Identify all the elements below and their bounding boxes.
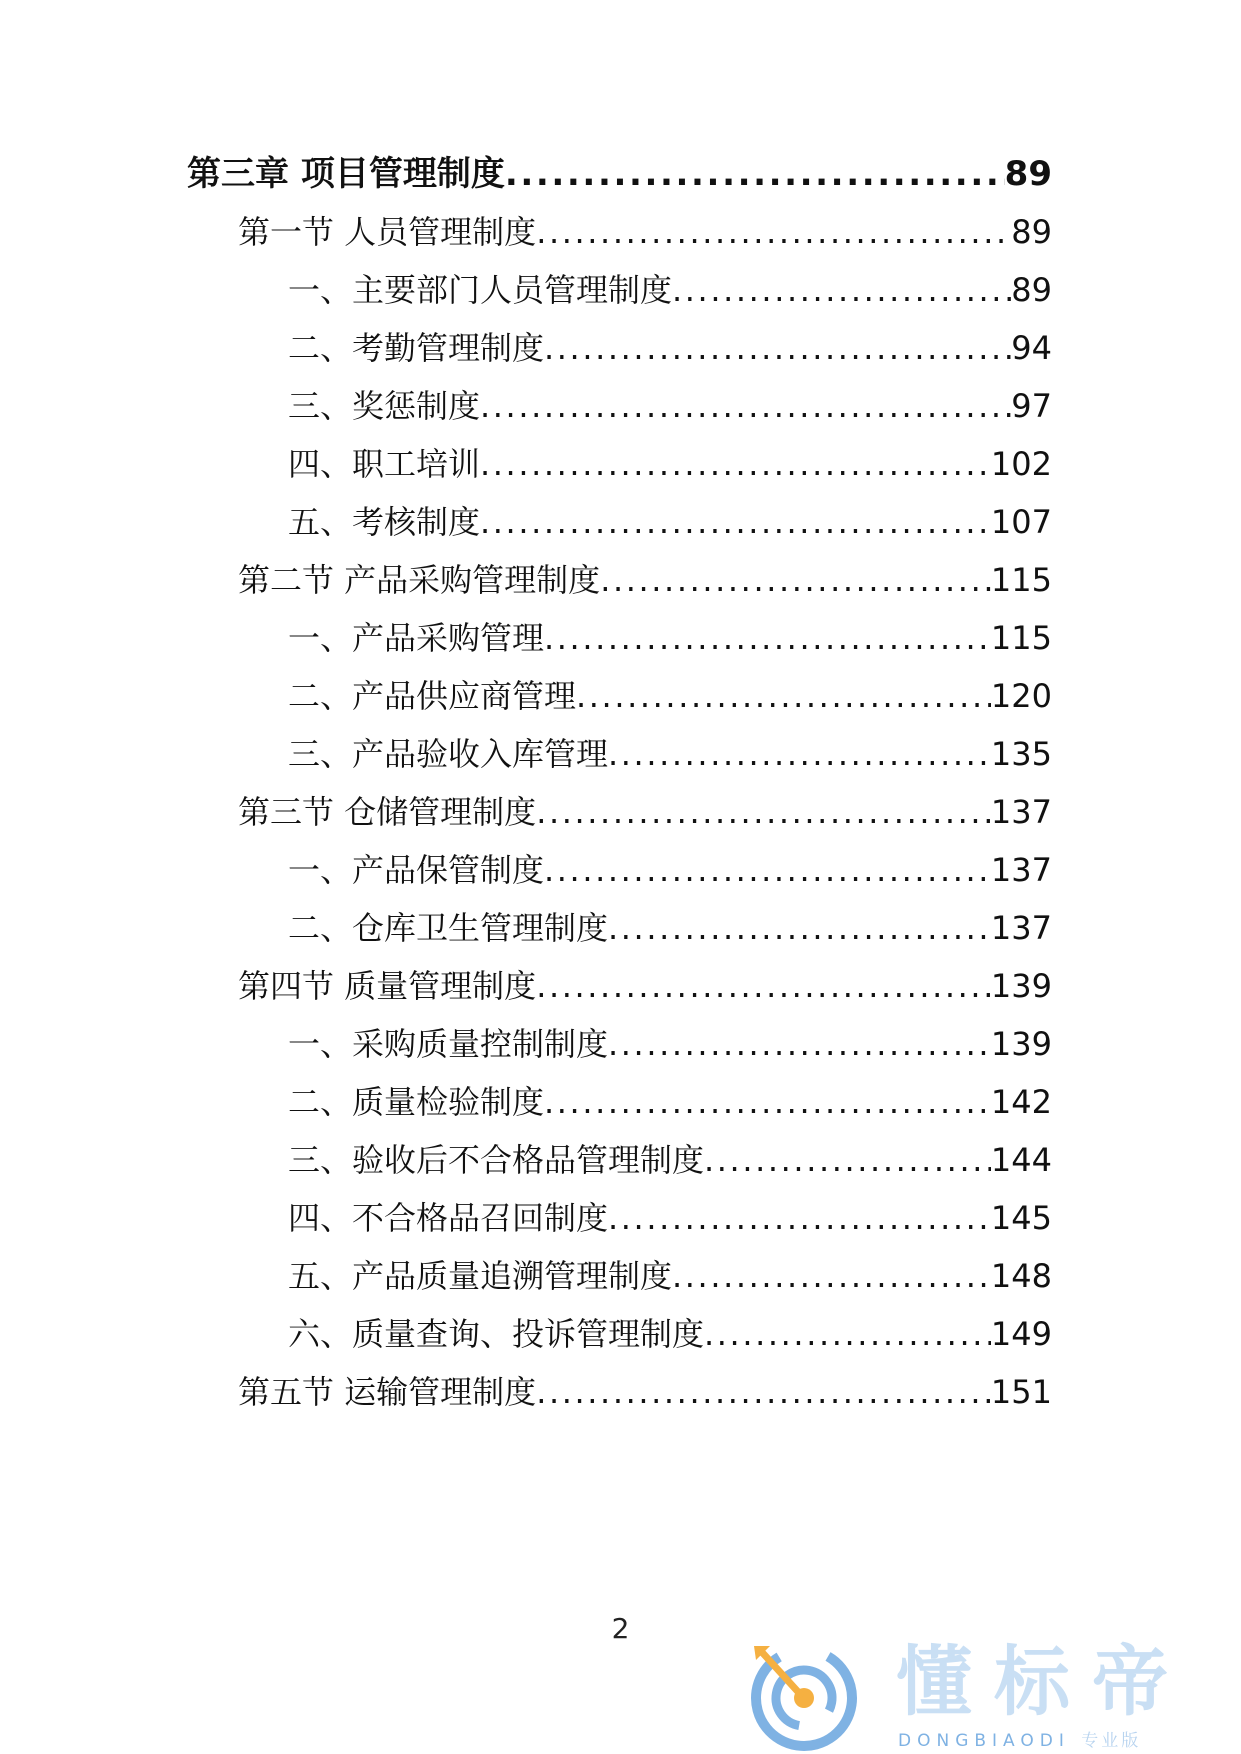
target-arrow-icon (746, 1640, 858, 1752)
toc-entry-title: 三、产品验收入库管理 (288, 735, 609, 773)
toc-entry-page: 115 (990, 561, 1052, 599)
toc-entry-title: 三、验收后不合格品管理制度 (288, 1141, 705, 1179)
toc-entry-page: 89 (1004, 154, 1052, 194)
watermark-pinyin (898, 1726, 1141, 1751)
toc-entry-subsection[interactable] (288, 434, 1052, 484)
toc-entry-title: 四、职工培训 (288, 445, 481, 483)
dot-leader (576, 676, 991, 716)
watermark-pinyin-text: DONGBIAODI (898, 1731, 1070, 1751)
toc-entry-title: 三、奖惩制度 (288, 387, 481, 425)
toc-entry-page: 137 (990, 793, 1052, 831)
toc-entry-page: 149 (990, 1315, 1052, 1353)
toc-entry-title: 第五节 运输管理制度 (238, 1373, 537, 1411)
toc-entry-title: 一、产品保管制度 (288, 851, 545, 889)
toc-entry-subsection[interactable] (288, 840, 1052, 890)
watermark-brand: 懂标帝 (896, 1637, 1190, 1726)
watermark-edition: 专业版 (1081, 1731, 1142, 1751)
toc-entry-title: 二、质量检验制度 (288, 1083, 545, 1121)
toc-entry-subsection[interactable] (288, 724, 1052, 774)
toc-entry-page: 135 (990, 735, 1052, 773)
toc-entry-subsection[interactable] (288, 492, 1052, 542)
toc-entry-chapter[interactable] (187, 144, 1052, 194)
toc-entry-title: 四、不合格品召回制度 (288, 1199, 609, 1237)
dot-leader (608, 734, 991, 774)
dot-leader (608, 1024, 991, 1064)
toc-entry-page: 120 (990, 677, 1052, 715)
toc-entry-page: 89 (1011, 213, 1052, 251)
toc-entry-title: 六、质量查询、投诉管理制度 (288, 1315, 705, 1353)
toc-entry-title: 第三章 项目管理制度 (187, 154, 505, 194)
toc-entry-section[interactable] (238, 1362, 1052, 1412)
toc-entry-title: 二、产品供应商管理 (288, 677, 577, 715)
dot-leader (536, 792, 991, 832)
toc-entry-page: 107 (990, 503, 1052, 541)
dot-leader (704, 1140, 991, 1180)
dot-leader (608, 1198, 991, 1238)
toc-entry-title: 一、主要部门人员管理制度 (288, 271, 673, 309)
dot-leader (480, 444, 991, 484)
toc-entry-page: 137 (990, 909, 1052, 947)
toc-entry-subsection[interactable] (288, 608, 1052, 658)
toc-entry-title: 第四节 质量管理制度 (238, 967, 537, 1005)
toc-entry-page: 139 (990, 967, 1052, 1005)
watermark (746, 1637, 1216, 1751)
page-number: 2 (611, 1612, 630, 1645)
toc-entry-page: 139 (990, 1025, 1052, 1063)
toc-entry-subsection[interactable] (288, 1014, 1052, 1064)
dot-leader (544, 328, 1011, 368)
toc-entry-section[interactable] (238, 550, 1052, 600)
toc-entry-page: 115 (990, 619, 1052, 657)
toc-entry-section[interactable] (238, 956, 1052, 1006)
toc-entry-title: 一、产品采购管理 (288, 619, 545, 657)
dot-leader (536, 1372, 991, 1412)
toc-entry-subsection[interactable] (288, 1130, 1052, 1180)
toc-entry-subsection[interactable] (288, 260, 1052, 310)
toc-entry-page: 144 (990, 1141, 1052, 1179)
dot-leader (544, 1082, 991, 1122)
dot-leader (480, 502, 991, 542)
toc-entry-subsection[interactable] (288, 666, 1052, 716)
dot-leader (672, 270, 1011, 310)
toc-entry-subsection[interactable] (288, 376, 1052, 426)
dot-leader (704, 1314, 991, 1354)
toc-entry-title: 二、考勤管理制度 (288, 329, 545, 367)
toc-entry-page: 145 (990, 1199, 1052, 1237)
toc-entry-subsection[interactable] (288, 1188, 1052, 1238)
dot-leader (600, 560, 991, 600)
dot-leader (536, 966, 991, 1006)
toc-entry-title: 第三节 仓储管理制度 (238, 793, 537, 831)
toc-entry-title: 五、考核制度 (288, 503, 481, 541)
toc-entry-subsection[interactable] (288, 1072, 1052, 1122)
toc-entry-title: 第一节 人员管理制度 (238, 213, 537, 251)
toc-entry-page: 89 (1011, 271, 1052, 309)
toc-entry-subsection[interactable] (288, 898, 1052, 948)
toc-entry-title: 一、采购质量控制制度 (288, 1025, 609, 1063)
dot-leader (672, 1256, 991, 1296)
toc-entry-section[interactable] (238, 782, 1052, 832)
toc-entry-subsection[interactable] (288, 1246, 1052, 1296)
toc-entry-section[interactable] (238, 202, 1052, 252)
toc-entry-page: 137 (990, 851, 1052, 889)
toc-entry-page: 148 (990, 1257, 1052, 1295)
dot-leader (608, 908, 991, 948)
dot-leader (480, 386, 1011, 426)
toc-entry-page: 151 (990, 1373, 1052, 1411)
toc-entry-subsection[interactable] (288, 318, 1052, 368)
toc-entry-page: 94 (1011, 329, 1052, 367)
toc-entry-subsection[interactable] (288, 1304, 1052, 1354)
toc-entry-page: 102 (990, 445, 1052, 483)
toc-entry-page: 97 (1011, 387, 1052, 425)
dot-leader (544, 618, 991, 658)
dot-leader (505, 154, 1005, 194)
toc-entry-title: 五、产品质量追溯管理制度 (288, 1257, 673, 1295)
dot-leader (544, 850, 991, 890)
toc-entry-page: 142 (990, 1083, 1052, 1121)
dot-leader (536, 212, 1011, 252)
toc-entry-title: 二、仓库卫生管理制度 (288, 909, 609, 947)
toc-entry-title: 第二节 产品采购管理制度 (238, 561, 601, 599)
